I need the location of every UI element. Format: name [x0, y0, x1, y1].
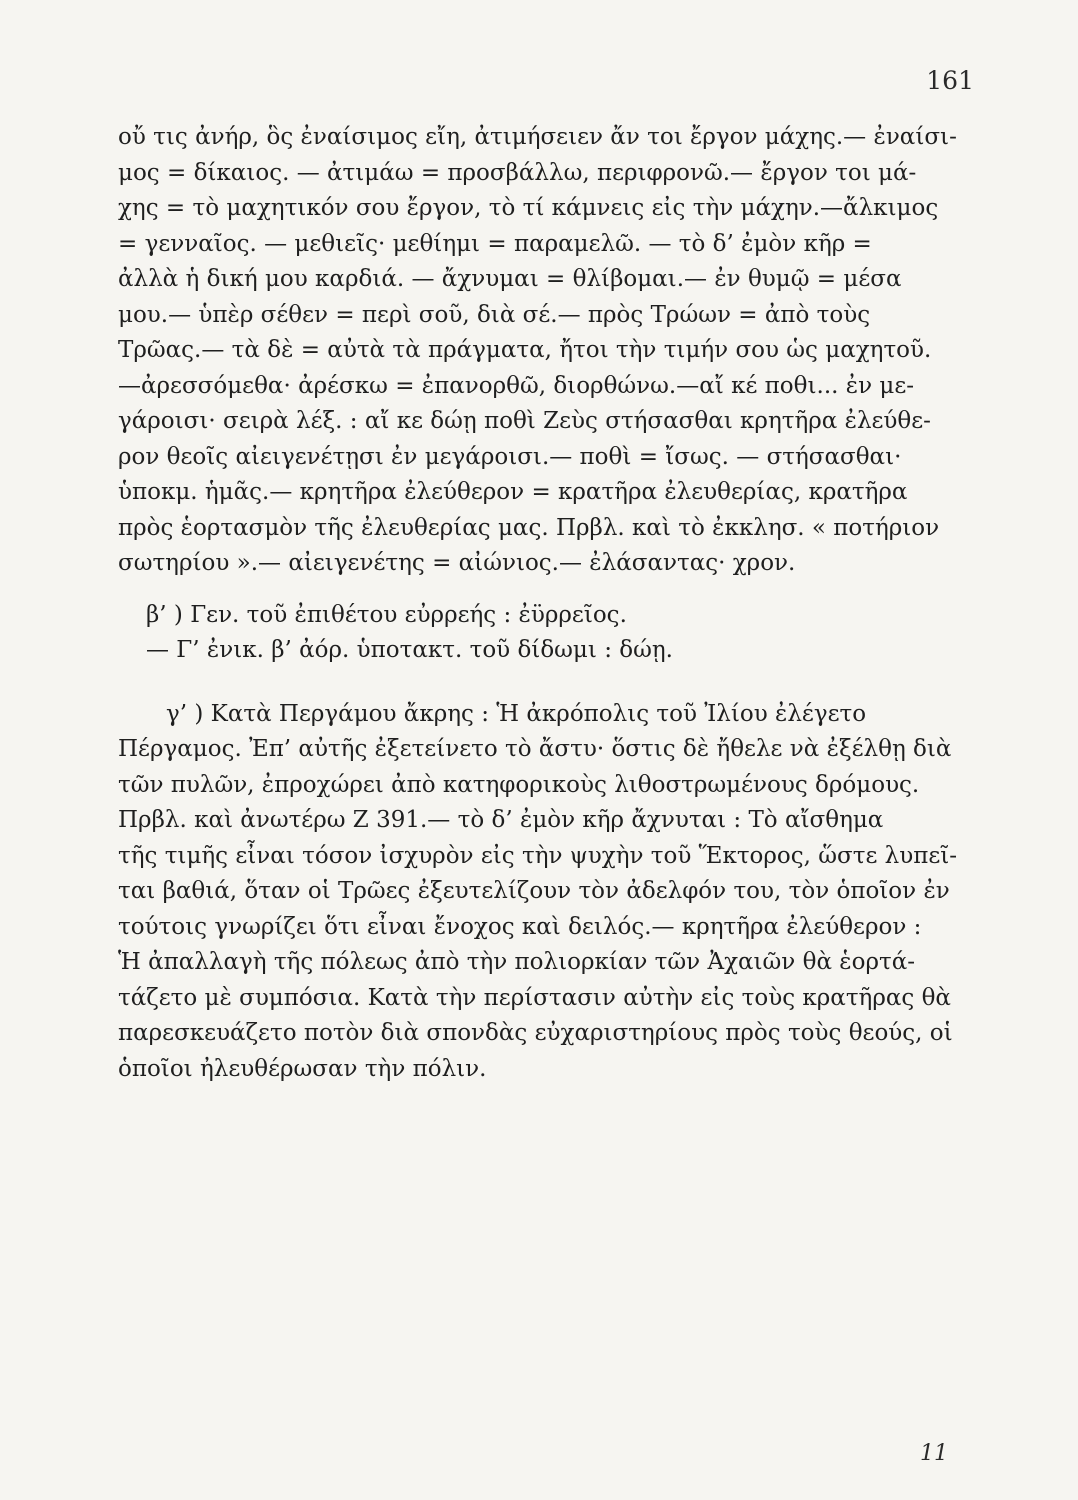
text-line: οὔ τις ἀνήρ, ὃς ἐναίσιμος εἴη, ἀτιμήσειεν ἄν τοι ἔργον μάχης.— ἐναίσι- — [118, 124, 957, 150]
text-line: σωτηρίου ».— αἰειγενέτης = αἰώνιος.— ἐλάσαντας· χρον. — [118, 550, 796, 576]
text-line: τῶν πυλῶν, ἐπροχώρει ἀπὸ κατηφορικοὺς λιθοστρωμένους δρόμους. — [118, 771, 920, 798]
text-line: Ἡ ἀπαλλαγὴ τῆς πόλεως ἀπὸ τὴν πολιορκίαν τῶν Ἀχαιῶν θὰ ἑορτά- — [118, 949, 916, 975]
text-line: ρον θεοῖς αἰειγενέτῃσι ἐν μεγάροισι.— ποθὶ = ἴσως. — στήσασθαι· — [118, 443, 902, 470]
signature-mark: 11 — [920, 1441, 948, 1466]
text-line: Τρῶας.— τὰ δὲ = αὐτὰ τὰ πράγματα, ἤτοι τὴν τιμήν σου ὡς μαχητοῦ. — [118, 337, 932, 363]
text-line: χης = τὸ μαχητικόν σου ἔργον, τὸ τί κάμνεις εἰς τὴν μάχην.—ἄλκιμος — [118, 195, 939, 221]
text-line: —ἀρεσσόμεθα· ἀρέσκω = ἐπανορθῶ, διορθώνω.—αἴ κέ ποθι... ἐν με- — [118, 372, 915, 399]
commentary-paragraph — [118, 120, 970, 582]
text-line: τούτοις γνωρίζει ὅτι εἶναι ἔνοχος καὶ δειλός.— κρητῆρα ἐλεύθερον : — [118, 913, 922, 940]
paragraph-spacer — [118, 669, 970, 697]
text-line: πρὸς ἑορτασμὸν τῆς ἐλευθερίας μας. Πρβλ. καὶ τὸ ἐκκλησ. « ποτήριον — [118, 514, 940, 541]
text-line: τῆς τιμῆς εἶναι τόσον ἰσχυρὸν εἰς τὴν ψυχὴν τοῦ Ἕκτορος, ὥστε λυπεῖ- — [118, 842, 958, 869]
text-line: ὁποῖοι ἠλευθέρωσαν τὴν πόλιν. — [118, 1055, 487, 1082]
text-line: β’ ) Γεν. τοῦ ἐπιθέτου εὐρρεής : ἐϋρρεῖος. — [146, 601, 627, 628]
section-b-paragraph — [118, 598, 970, 669]
text-line: τάζετο μὲ συμπόσια. Κατὰ τὴν περίστασιν αὐτὴν εἰς τοὺς κρατῆρας θὰ — [118, 984, 951, 1011]
page-number: 161 — [926, 66, 974, 95]
text-line: γάροισι· σειρὰ λέξ. : αἴ κε δώῃ ποθὶ Ζεὺς στήσασθαι κρητῆρα ἐλεύθε- — [118, 408, 931, 434]
text-line: = γενναῖος. — μεθιεῖς· μεθίημι = παραμελῶ. — τὸ δ’ ἐμὸν κῆρ = — [118, 230, 872, 257]
section-c-paragraph — [118, 697, 970, 1088]
commentary-text — [118, 120, 970, 1087]
text-line: παρεσκευάζετο ποτὸν διὰ σπονδὰς εὐχαριστηρίους πρὸς τοὺς θεούς, οἱ — [118, 1020, 953, 1046]
text-line: γ’ ) Κατὰ Περγάμου ἄκρης : Ἡ ἀκρόπολις τοῦ Ἰλίου ἐλέγετο — [166, 700, 867, 727]
paragraph-spacer — [118, 582, 970, 598]
text-line: μος = δίκαιος. — ἀτιμάω = προσβάλλω, περιφρονῶ.— ἔργον τοι μά- — [118, 159, 917, 186]
text-line: Πέργαμος. Ἐπ’ αὐτῆς ἐξετείνετο τὸ ἄστυ· ὅστις δὲ ἤθελε νὰ ἐξέλθῃ διὰ — [118, 736, 952, 762]
text-line: μου.— ὑπὲρ σέθεν = περὶ σοῦ, διὰ σέ.— πρὸς Τρώων = ἀπὸ τοὺς — [118, 301, 871, 328]
text-line: Πρβλ. καὶ ἀνωτέρω Ζ 391.— τὸ δ’ ἐμὸν κῆρ ἄχνυται : Τὸ αἴσθημα — [118, 807, 884, 833]
text-line: — Γ’ ἐνικ. β’ ἀόρ. ὑποτακτ. τοῦ δίδωμι : δώῃ. — [146, 637, 673, 663]
text-line: ὑποκμ. ἡμᾶς.— κρητῆρα ἐλεύθερον = κρατῆρα ἐλευθερίας, κρατῆρα — [118, 479, 908, 505]
text-line: ται βαθιά, ὅταν οἱ Τρῶες ἐξευτελίζουν τὸν ἀδελφόν του, τὸν ὁποῖον ἐν — [118, 878, 950, 904]
text-line: ἀλλὰ ἡ δική μου καρδιά. — ἄχνυμαι = θλίβομαι.— ἐν θυμῷ = μέσα — [118, 266, 902, 292]
